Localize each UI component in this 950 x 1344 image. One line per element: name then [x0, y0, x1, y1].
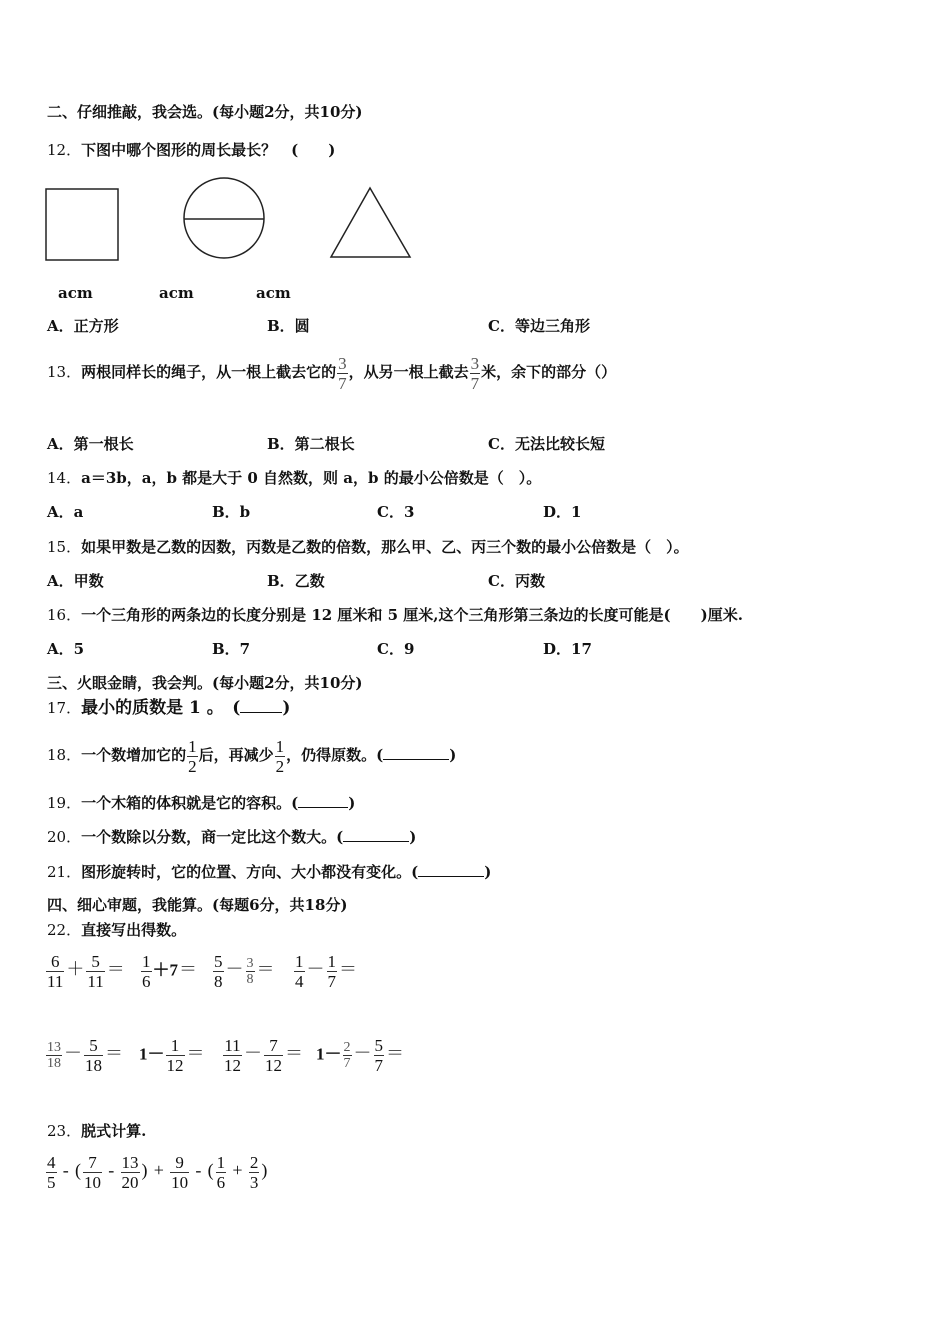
question-16 — [47, 605, 743, 625]
calc-expr: $\frac{5}{8}$ － $\frac{3}{8}$ ＝ — [214, 952, 275, 991]
question-13 — [47, 350, 616, 394]
fraction: $\frac{7}{10}$ — [84, 1153, 101, 1192]
question-text-c: ，仍得原数。( — [286, 746, 384, 764]
question-text: 下图中哪个图形的周长最长？ ( ) — [81, 141, 336, 159]
q13-option-a[interactable]: A．第一根长 — [47, 435, 134, 453]
question-14 — [47, 468, 541, 488]
question-22 — [47, 920, 186, 940]
calc-expr: $\frac{11}{12}$ － $\frac{7}{12}$ ＝ — [224, 1036, 303, 1075]
question-number: 19． — [47, 794, 82, 812]
answer-blank[interactable] — [418, 861, 484, 877]
fraction: $\frac{6}{11}$ — [47, 952, 64, 991]
fraction: $\frac{1}{12}$ — [166, 1036, 184, 1075]
calc-expr: 1－ $\frac{2}{7}$ － $\frac{5}{7}$ ＝ — [316, 1036, 404, 1075]
question-text: a＝3b，a，b 都是大于 0 自然数，则 a，b 的最小公倍数是（ ）。 — [81, 469, 542, 487]
square-shape — [46, 189, 118, 260]
question-number: 14． — [47, 469, 82, 487]
question-number: 16． — [47, 606, 82, 624]
question-number: 21． — [47, 863, 82, 881]
fraction: $\frac{1}{6}$ — [216, 1153, 226, 1192]
triangle-label: acm — [256, 284, 291, 302]
q12-option-b[interactable]: B．圆 — [267, 317, 310, 335]
fraction: $\frac{1}{4}$ — [295, 952, 304, 991]
question-text-a: 一个数增加它的 — [81, 746, 187, 764]
q14-option-d[interactable]: D．1 — [543, 503, 582, 521]
fraction: $\frac{11}{12}$ — [224, 1036, 241, 1075]
question-number: 17． — [47, 699, 82, 717]
question-text: 脱式计算. — [81, 1122, 147, 1140]
q15-option-c[interactable]: C．丙数 — [488, 572, 545, 590]
question-12 — [47, 140, 335, 160]
calc-expr: $\frac{13}{18}$ － $\frac{5}{18}$ ＝ — [47, 1036, 123, 1075]
q15-option-b[interactable]: B．乙数 — [267, 572, 325, 590]
question-number: 12． — [47, 141, 82, 159]
close-paren: ) — [484, 863, 492, 881]
close-paren: ) — [282, 698, 291, 718]
question-19 — [47, 792, 355, 813]
question-18 — [47, 732, 456, 778]
close-paren: ) — [409, 828, 417, 846]
fraction: $\frac{7}{12}$ — [265, 1036, 282, 1075]
close-paren: ) — [348, 794, 356, 812]
question-text-c: 米，余下的部分（） — [481, 363, 617, 381]
fraction: $\frac{2}{3}$ — [249, 1153, 259, 1192]
circle-label: acm — [159, 284, 194, 302]
fraction: $\frac{3}{7}$ — [470, 353, 480, 393]
fraction: $\frac{13}{18}$ — [47, 1040, 61, 1071]
fraction: $\frac{3}{8}$ — [246, 956, 254, 987]
q13-option-c[interactable]: C．无法比较长短 — [488, 435, 605, 453]
fraction: $\frac{5}{18}$ — [85, 1036, 102, 1075]
question-text: 一个木箱的体积就是它的容积。( — [81, 794, 299, 812]
question-number: 13． — [47, 363, 82, 381]
fraction: $\frac{9}{10}$ — [171, 1153, 189, 1192]
square-label: acm — [58, 284, 93, 302]
q14-option-a[interactable]: A．a — [47, 503, 84, 521]
q13-option-b[interactable]: B．第二根长 — [267, 435, 355, 453]
fraction: $\frac{5}{8}$ — [214, 952, 223, 991]
fraction: $\frac{1}{7}$ — [327, 952, 336, 991]
fraction: $\frac{2}{7}$ — [343, 1040, 351, 1071]
question-number: 23． — [47, 1122, 82, 1140]
fraction: $\frac{1}{2}$ — [275, 736, 285, 776]
question-23 — [47, 1121, 146, 1141]
question-text: 如果甲数是乙数的因数，丙数是乙数的倍数，那么甲、乙、丙三个数的最小公倍数是（ ）。 — [81, 538, 689, 556]
section-4-title: 四、细心审题，我能算。(每题6分，共18分) — [47, 896, 348, 914]
question-number: 18． — [47, 746, 82, 764]
answer-blank[interactable] — [343, 826, 409, 842]
circle-shape — [184, 178, 264, 258]
fraction: $\frac{13}{20}$ — [121, 1153, 139, 1192]
answer-blank[interactable] — [298, 792, 348, 808]
question-number: 15． — [47, 538, 82, 556]
q16-option-d[interactable]: D．17 — [543, 640, 592, 658]
section-2-title: 二、仔细推敲，我会选。(每小题2分，共10分) — [47, 103, 363, 121]
q12-option-c[interactable]: C．等边三角形 — [488, 317, 590, 335]
question-text-a: 两根同样长的绳子，从一根上截去它的 — [81, 363, 337, 381]
answer-blank[interactable] — [240, 697, 282, 713]
fraction: $\frac{5}{7}$ — [374, 1036, 383, 1075]
question-text: 图形旋转时，它的位置、方向、大小都没有变化。( — [81, 863, 419, 881]
question-text: 一个数除以分数，商一定比这个数大。( — [81, 828, 344, 846]
question-text-b: 后，再减少 — [198, 746, 274, 764]
calc-expr: $\frac{6}{11}$ ＋ $\frac{5}{11}$ ＝ — [47, 952, 125, 991]
question-17 — [47, 697, 290, 718]
question-text: 最小的质数是 1 。 ( — [81, 698, 241, 718]
q15-option-a[interactable]: A．甲数 — [47, 572, 104, 590]
close-paren: ) — [449, 746, 457, 764]
q16-option-c[interactable]: C．9 — [377, 640, 415, 658]
q14-option-c[interactable]: C．3 — [377, 503, 415, 521]
fraction: $\frac{1}{6}$ — [142, 952, 151, 991]
question-number: 22． — [47, 921, 82, 939]
q16-option-a[interactable]: A．5 — [47, 640, 85, 658]
q12-option-a[interactable]: A．正方形 — [47, 317, 119, 335]
question-15 — [47, 537, 689, 557]
q14-option-b[interactable]: B．b — [212, 503, 251, 521]
question-20 — [47, 826, 416, 847]
triangle-shape — [331, 188, 410, 257]
question-number: 20． — [47, 828, 82, 846]
fraction: $\frac{5}{11}$ — [87, 952, 104, 991]
fraction: $\frac{1}{2}$ — [188, 736, 197, 776]
q16-option-b[interactable]: B．7 — [212, 640, 251, 658]
shapes-figure — [40, 175, 420, 270]
fraction: $\frac{4}{5}$ — [47, 1153, 56, 1192]
question-text-b: ，从另一根上截去 — [348, 363, 469, 381]
question-21 — [47, 861, 491, 882]
question-text: 直接写出得数。 — [81, 921, 187, 939]
fraction: $\frac{3}{7}$ — [338, 353, 347, 393]
section-3-title: 三、火眼金睛，我会判。(每小题2分，共10分) — [47, 674, 363, 692]
calc-expr: $\frac{1}{4}$ － $\frac{1}{7}$ ＝ — [295, 952, 357, 991]
calc-expr: $\frac{4}{5}$ - ( $\frac{7}{10}$ - $\frac{13}{20}$ ) + $\frac{9}{10}$ - ( $\frac{1}{6}$ + $\frac{2}{3}$ ) — [47, 1153, 268, 1192]
calc-expr: 1－ $\frac{1}{12}$ ＝ — [139, 1036, 205, 1075]
answer-blank[interactable] — [383, 744, 449, 760]
calc-expr: $\frac{1}{6}$ ＋7＝ — [142, 952, 197, 991]
question-text: 一个三角形的两条边的长度分别是 12 厘米和 5 厘米,这个三角形第三条边的长度可能是( )厘米. — [81, 606, 743, 624]
